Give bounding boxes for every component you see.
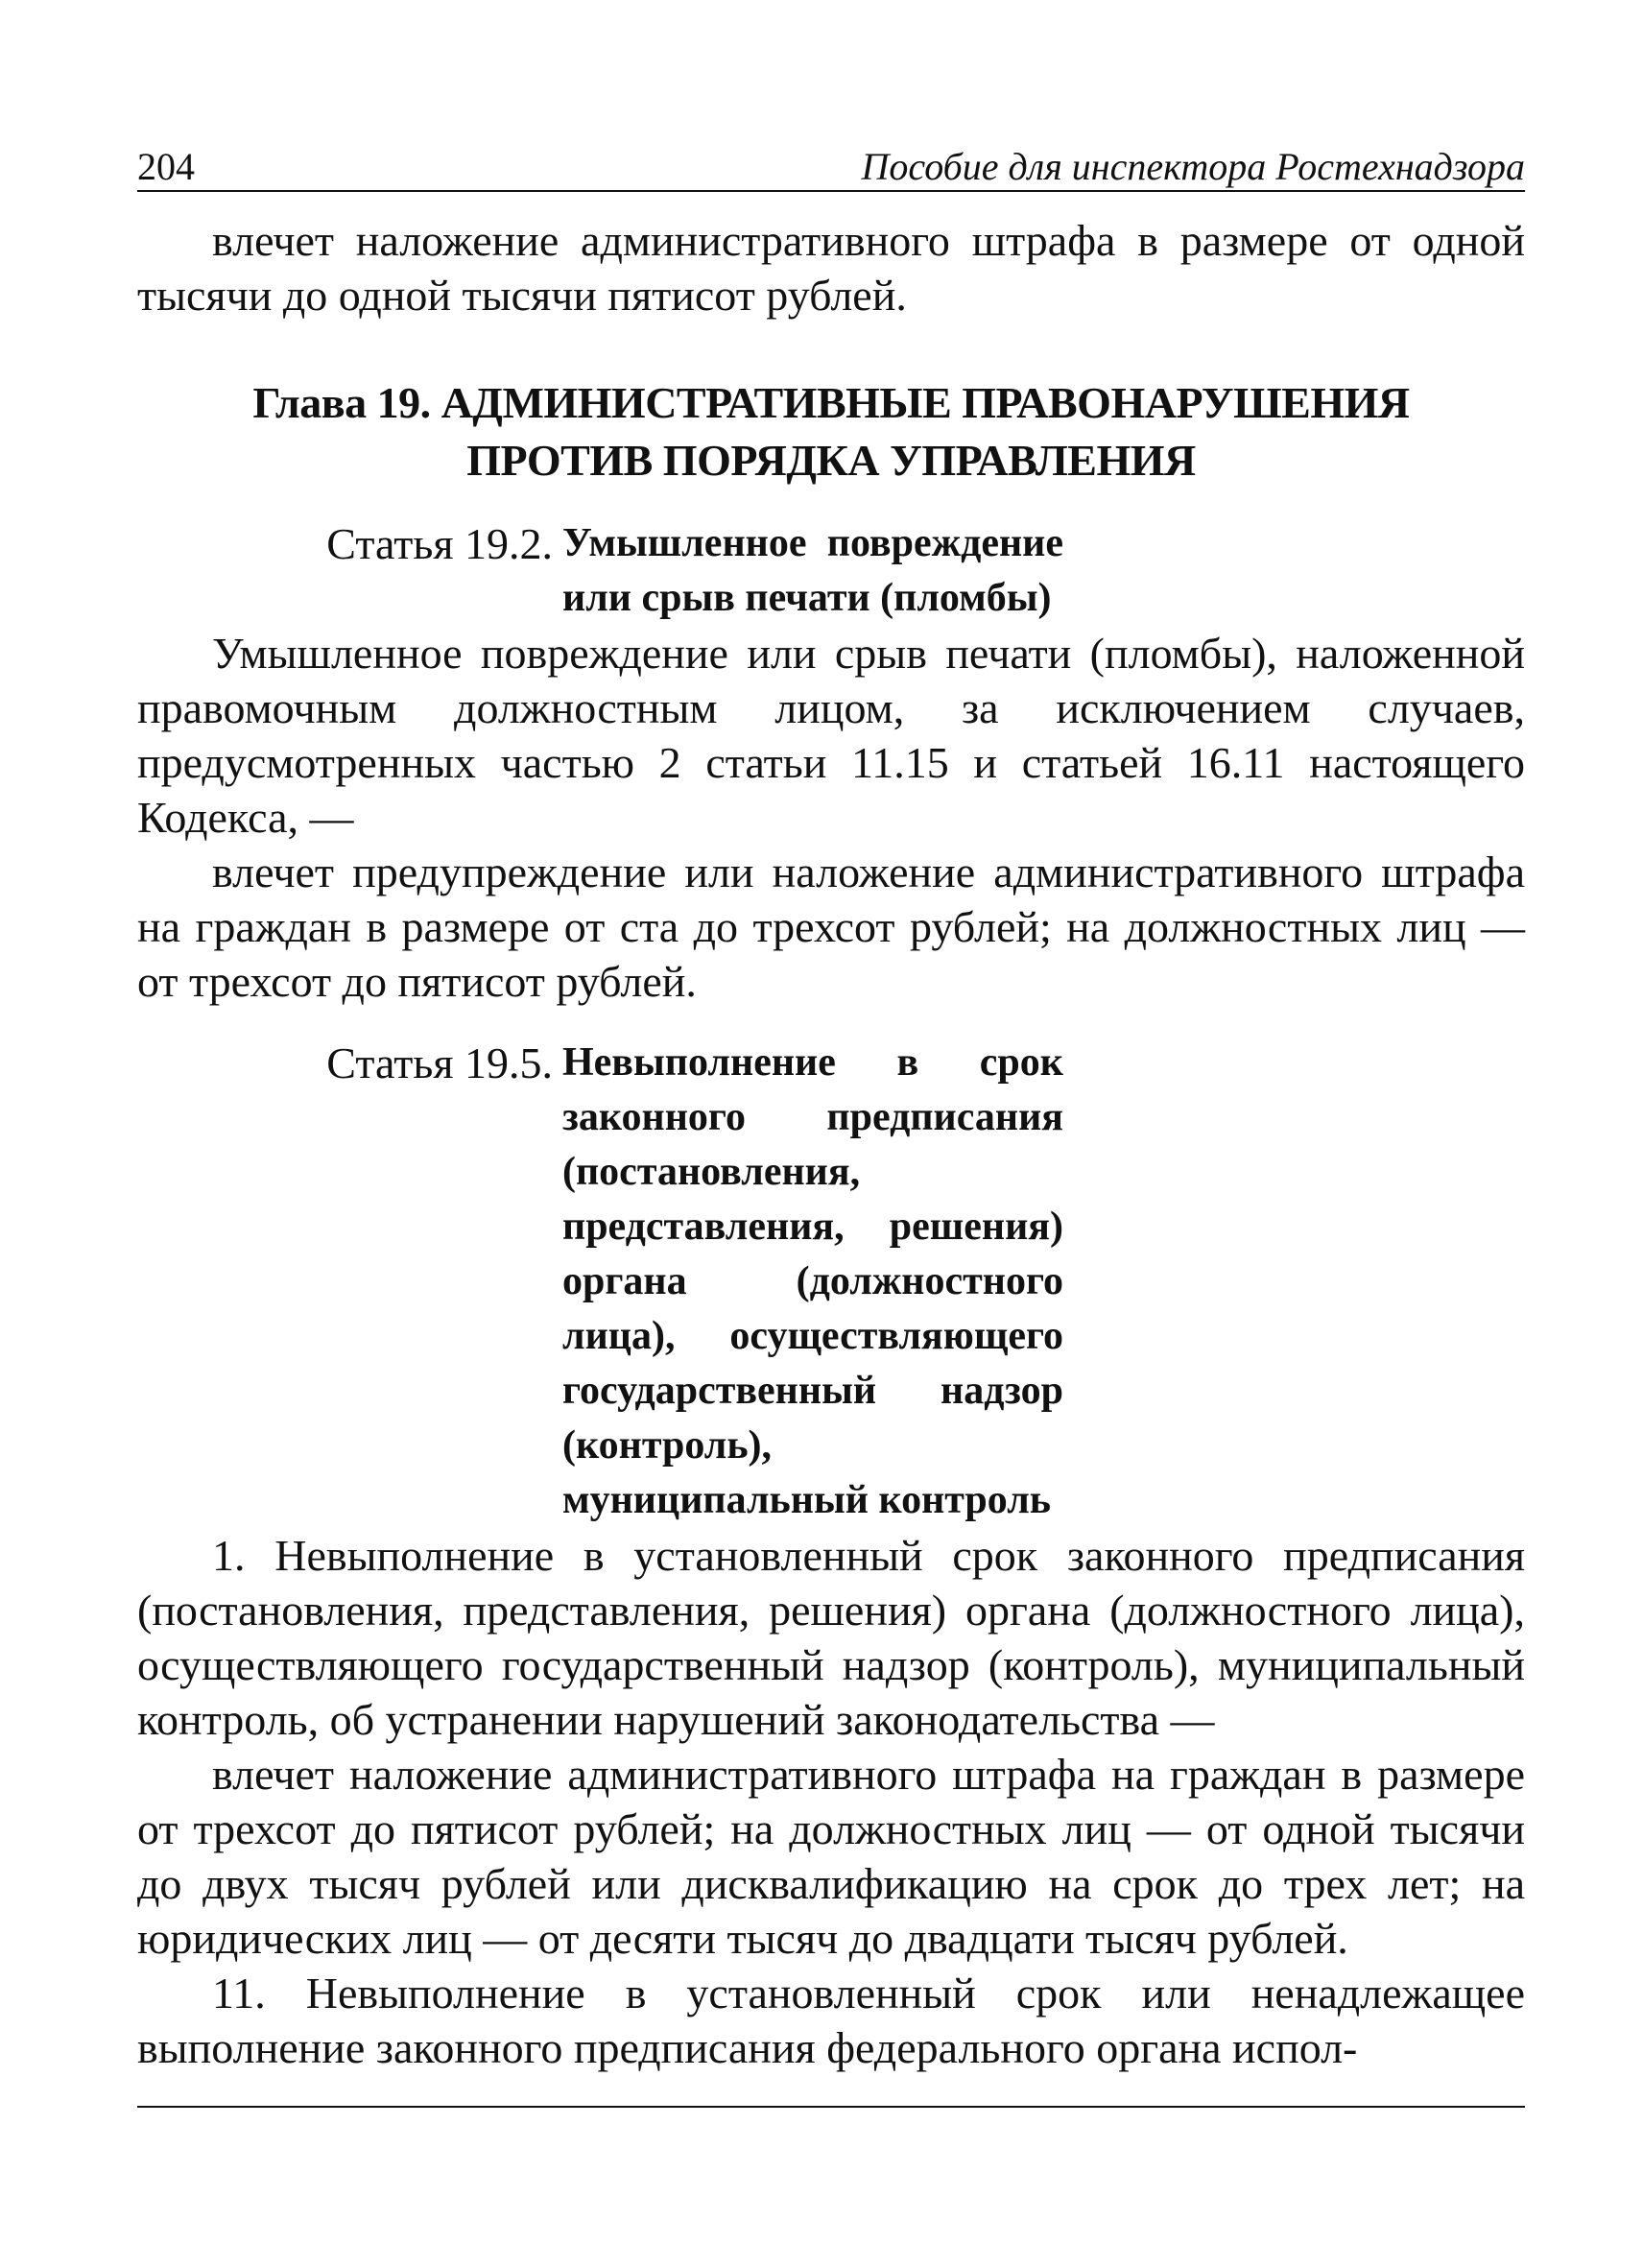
article-title: Умышленное повреждение или срыв печати (пломбы) — [562, 521, 1063, 620]
article-19-5-heading — [137, 1036, 1525, 1528]
article-19-2-penalty: влечет предупреждение или наложение административного штрафа на граждан в размере от ста до трехсот рублей; на должностных лиц — от трехсот до пятисот рублей. — [137, 848, 1525, 1006]
article-19-2-heading — [137, 516, 1525, 626]
article-19-5-part-1: 1. Невыполнение в установленный срок законного предписания (постановления, представления, решения) органа (должностного лица), осуществляющего государственный надзор (контроль), муниципальный контроль, об устранении нарушений законодательства — — [137, 1531, 1525, 1744]
article-19-2-body: Умышленное повреждение или срыв печати (пломбы), наложенной правомочным должностным лицом, за исключением случаев, предусмотренных частью 2 статьи 11.15 и статьей 16.11 настоящего Кодекса, — — [137, 629, 1525, 842]
book-page — [137, 134, 1525, 2075]
running-title: Пособие для инспектора Ростехнадзора — [861, 145, 1525, 188]
article-19-5-penalty-1: влечет наложение административного штрафа на граждан в размере от трехсот до пятисот рублей; на должностных лиц — от одной тысячи до двух тысяч рублей или дисквалификацию на срок до трех лет; на юридических лиц — от десяти тысяч до двадцати тысяч рублей. — [137, 1750, 1525, 1963]
article-label: Статья 19.2. — [326, 519, 553, 568]
footer-rule — [137, 2106, 1525, 2108]
page-number: 204 — [137, 145, 195, 188]
article-19-5-part-11: 11. Невыполнение в установленный срок или ненадлежащее выполнение законного предписания федерального органа испол- — [137, 1969, 1525, 2072]
continuation-paragraph: влечет наложение административного штрафа в размере от одной тысячи до одной тысячи пятисот рублей. — [137, 216, 1525, 320]
article-title: Невыполнение в срок законного предписания (постановления, представления, решения) органа (должностного лица), осуществляющего государственный надзор (контроль), муниципальный контроль — [562, 1040, 1063, 1522]
chapter-heading-line-1: Глава 19. АДМИНИСТРАТИВНЫЕ ПРАВОНАРУШЕНИЯ — [252, 378, 1410, 427]
chapter-heading — [137, 374, 1525, 489]
page-header — [137, 134, 1525, 192]
article-label: Статья 19.5. — [326, 1039, 553, 1087]
chapter-heading-line-2: ПРОТИВ ПОРЯДКА УПРАВЛЕНИЯ — [466, 436, 1196, 485]
